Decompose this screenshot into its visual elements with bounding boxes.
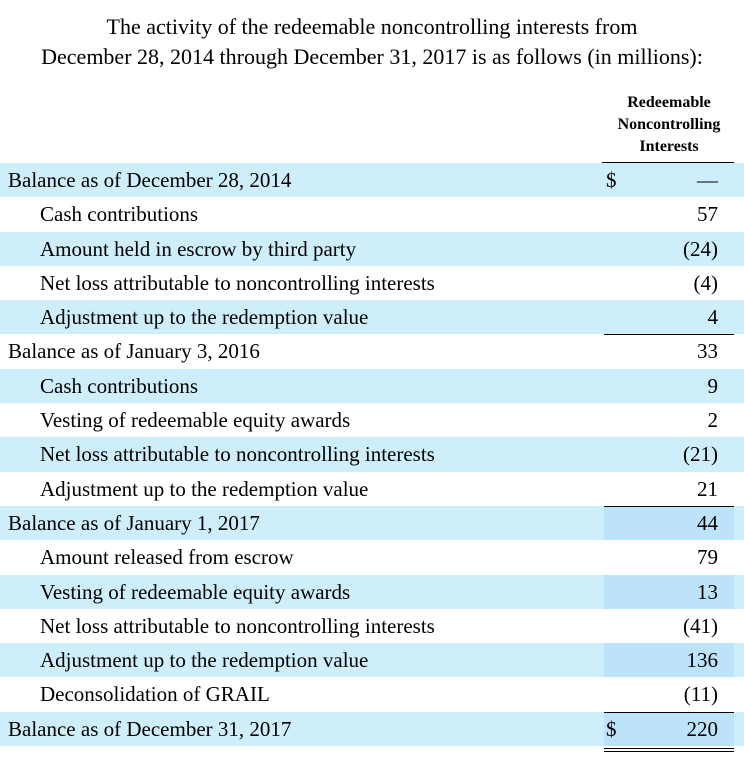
table-row — [0, 300, 744, 334]
row-label: Vesting of redeemable equity awards — [40, 408, 351, 433]
row-label: Amount released from escrow — [40, 545, 294, 570]
table-row — [0, 197, 744, 231]
row-value: 33 — [697, 339, 718, 364]
table-row — [0, 334, 744, 368]
row-value: 57 — [697, 202, 718, 227]
column-header-line-2: Noncontrolling — [617, 116, 721, 133]
row-label: Adjustment up to the redemption value — [40, 305, 369, 330]
table-row — [0, 369, 744, 403]
row-label: Balance as of December 28, 2014 — [8, 168, 292, 192]
row-value: 4 — [707, 305, 718, 330]
row-value: (11) — [683, 682, 718, 707]
row-value: — — [697, 168, 718, 192]
row-label: Adjustment up to the redemption value — [40, 476, 369, 501]
column-header — [602, 92, 736, 158]
row-value: 21 — [697, 476, 718, 501]
row-label: Cash contributions — [40, 373, 199, 398]
intro-text — [0, 12, 744, 72]
row-value: (41) — [683, 613, 718, 638]
row-label: Deconsolidation of GRAIL — [40, 682, 270, 707]
row-value: (24) — [683, 236, 718, 261]
row-value: (21) — [683, 442, 718, 467]
table-row — [0, 437, 744, 471]
table-row — [0, 575, 744, 609]
row-label: Adjustment up to the redemption value — [40, 648, 369, 673]
row-value: 136 — [686, 648, 718, 673]
table-row — [0, 712, 744, 746]
row-value: 9 — [707, 373, 718, 398]
table-row — [0, 232, 744, 266]
table-row — [0, 540, 744, 574]
row-value: 79 — [697, 545, 718, 570]
dollar-sign: $ — [606, 168, 617, 192]
row-label: Balance as of January 1, 2017 — [8, 510, 260, 535]
row-label: Net loss attributable to noncontrolling interests — [40, 442, 435, 467]
intro-line-1: The activity of the redeemable noncontrolling interests from — [106, 14, 638, 39]
column-header-line-1: Redeemable — [627, 94, 711, 111]
row-value: 2 — [707, 408, 718, 433]
row-label: Cash contributions — [40, 202, 199, 227]
table-row — [0, 403, 744, 437]
table-row — [0, 677, 744, 711]
activity-table — [0, 163, 744, 746]
table-row — [0, 609, 744, 643]
row-label: Net loss attributable to noncontrolling interests — [40, 270, 435, 295]
row-label: Net loss attributable to noncontrolling interests — [40, 613, 435, 638]
table-row — [0, 643, 744, 677]
dollar-sign: $ — [606, 716, 617, 741]
row-label: Balance as of January 3, 2016 — [8, 339, 260, 364]
row-label: Amount held in escrow by third party — [40, 236, 357, 261]
table-row — [0, 506, 744, 540]
table-row — [0, 472, 744, 506]
row-label: Balance as of December 31, 2017 — [8, 716, 292, 741]
intro-line-2: December 28, 2014 through December 31, 2017 is as follows (in millions): — [41, 44, 703, 69]
row-value: 220 — [686, 716, 718, 741]
row-value: 44 — [697, 510, 718, 535]
table-row — [0, 266, 744, 300]
row-value: 13 — [697, 579, 718, 604]
row-label: Vesting of redeemable equity awards — [40, 579, 351, 604]
table-row — [0, 163, 744, 197]
row-value: (4) — [693, 270, 718, 295]
column-header-line-3: Interests — [639, 138, 699, 155]
